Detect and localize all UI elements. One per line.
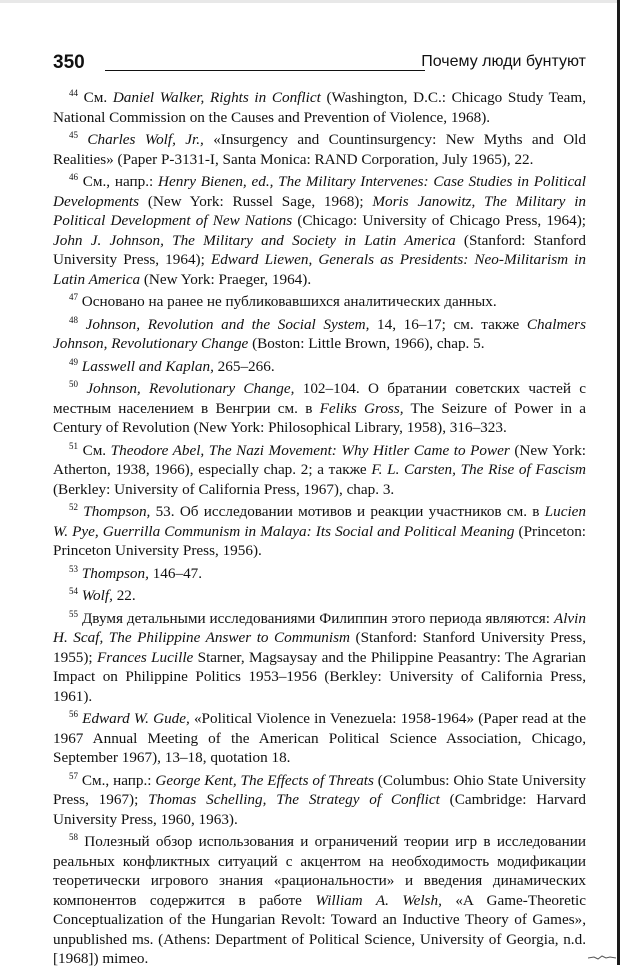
footnote-number: 51 [69,440,78,451]
citation-italic: Edward W. Gude, [82,710,190,727]
citation-text: (Boston: Little Brown, 1966), chap. 5. [248,335,485,352]
footnote-49 [53,357,586,377]
citation-text: (Stanford: Stanford University Press, 1964); [53,231,586,268]
citation-text: См. [83,89,113,106]
citation-text: (Chicago: University of Chicago Press, 1964); [292,212,586,229]
citation-italic: F. L. Carsten, The Rise of Fascism [371,461,587,478]
citation-italic: Johnson, Revolutionary Change, [86,380,295,397]
citation-text: (New York: Russel Sage, 1968); [139,192,373,210]
footnote-number: 55 [69,608,78,619]
citation-text: The Seizure of Power in a Century of Revolution (New York: Philosophical Library, 1958), 316–323. [53,399,586,436]
citation-text: (Berkley: University of California Press, 1967), chap. 3. [53,480,395,498]
citation-text: 22. [112,587,136,604]
citation-italic: Lucien W. Pye, Guerrilla Communism in Malaya: Its Social and Political Meaning [53,503,587,540]
footnote-number: 48 [69,314,78,325]
footnote-number: 46 [69,171,78,182]
citation-text: «Insurgency and Countinsurgency: New Myths and Old Realities» (Paper P-3131-I, Santa Monica: RAND Corporation, July 1965), 22. [53,131,586,168]
citation-text: 146–47. [148,564,203,582]
citation-italic: Frances Lucille [97,648,194,666]
citation-text: Основано на ранее не публиковавшихся аналитических данных. [81,293,497,310]
footnote-number: 52 [69,501,78,512]
citation-text: (New York: Atherton, 1938, 1966), especially chap. 2; а также [53,441,587,478]
citation-text: «A Game-Theoretic Conceptualization of the Hungarian Revolt: Toward an Inductive Theory of Games», unpublished ms. (Athens: Department of Political Science, University of Georgia, n.d. [1968]) mimeo. [53,891,587,967]
footnote-52 [53,502,586,561]
page-top-edge [0,0,620,3]
citation-text: Starner, Magsaysay and the Philippine Peasantry: The Agrarian Impact on Philippine Politics 1953–1956 (Berkley: University of California Press, 1961). [53,648,587,705]
citation-italic: Thompson, [83,503,151,520]
citation-italic: Edward Liewen, Generals as Presidents: Neo-Militarism in Latin America [53,251,586,288]
citation-italic: Moris Janowitz, The Military in Political Development of New Nations [53,192,587,229]
citation-text: (Columbus: Ohio State University Press, 1967); [53,771,586,808]
footnote-number: 53 [69,563,78,574]
footnote-51 [53,441,586,500]
citation-italic: Wolf, [81,587,113,604]
citation-text: См., напр.: [82,173,159,190]
footnote-number: 49 [69,356,78,367]
citation-italic: Henry Bienen, ed., The Military Intervenes: Case Studies in Political Developments [53,173,586,210]
citation-italic: John J. Johnson, The Military and Society in Latin America [53,231,456,249]
citation-italic: Theodore Abel, The Nazi Movement: Why Hitler Came to Power [110,441,510,459]
citation-italic: Alvin H. Scaf, The Philippine Answer to Communism [53,609,586,646]
citation-italic: Daniel Walker, Rights in Conflict [112,89,321,106]
footnote-number: 44 [69,87,78,98]
citation-text: (Princeton: Princeton University Press, 1956). [53,522,587,559]
citation-italic: Thompson, [81,564,149,582]
footnote-number: 45 [69,129,78,140]
citation-italic: Chalmers Johnson, Revolutionary Change [53,315,586,352]
citation-italic: Charles Wolf, Jr., [87,131,204,148]
footnote-47 [53,292,586,312]
header-rule [105,70,425,71]
citation-italic: Lasswell and Kaplan, [81,357,214,375]
citation-italic: Feliks Gross, [319,399,404,417]
footnote-number: 54 [69,585,78,596]
citation-text: См. [82,441,111,459]
citation-text: (Cambridge: Harvard University Press, 1960, 1963). [53,791,587,828]
footnote-54 [53,586,586,606]
citation-text: (Stanford: Stanford University Press, 1955); [53,629,586,666]
citation-text: 265–266. [213,357,275,375]
footnote-number: 57 [69,770,78,781]
citation-text: 14, 16–17; см. также [369,315,527,333]
footnote-45 [53,130,586,169]
citation-text: Двумя детальными исследованиями Филиппин этого периода являются: [81,609,554,627]
footnote-50 [53,379,586,438]
footnote-number: 58 [69,831,78,842]
footnote-number: 56 [69,708,78,719]
citation-text: (New York: Praeger, 1964). [140,270,312,288]
citation-text: «Political Violence in Venezuela: 1958-1964» (Paper read at the 1967 Annual Meeting of the American Political Science Association, Chicago, September 1967), 13–18, quotation 18. [53,710,587,766]
citation-text: См., напр.: [81,771,156,789]
running-title: Почему люди бунтуют [421,53,586,70]
footnotes-list [53,88,586,972]
footnote-48 [53,315,586,354]
scan-smudge [588,954,616,960]
citation-italic: Thomas Schelling, The Strategy of Conflict [148,791,440,808]
citation-text: 102–104. О братании советских частей с местным населением в Венгрии см. в [53,380,587,417]
page-number: 350 [53,52,85,73]
footnote-46 [53,172,586,289]
running-header [53,52,586,78]
citation-italic: George Kent, The Effects of Threats [155,771,374,789]
footnote-57 [53,771,586,830]
citation-italic: Johnson, Revolution and the Social System, [85,315,370,333]
citation-text: 53. Об исследовании мотивов и реакции участников см. в [150,503,545,520]
footnote-58 [53,832,586,969]
footnote-number: 47 [69,291,78,302]
citation-text: (Washington, D.C.: Chicago Study Team, National Commission on the Causes and Prevention of Violence, 1968). [53,89,586,126]
footnote-44 [53,88,586,127]
footnote-56 [53,709,586,768]
footnote-53 [53,564,586,584]
citation-text: Полезный обзор использования и ограничений теории игр в исследовании реальных конфликтных ситуаций с акцентом на необходимость модификации теоретически игрового знания «рациональности» и введения динамических компонентов содержится в работе [53,833,586,909]
citation-italic: William A. Welsh, [315,891,442,909]
footnote-number: 50 [69,378,78,389]
footnote-55 [53,609,586,707]
